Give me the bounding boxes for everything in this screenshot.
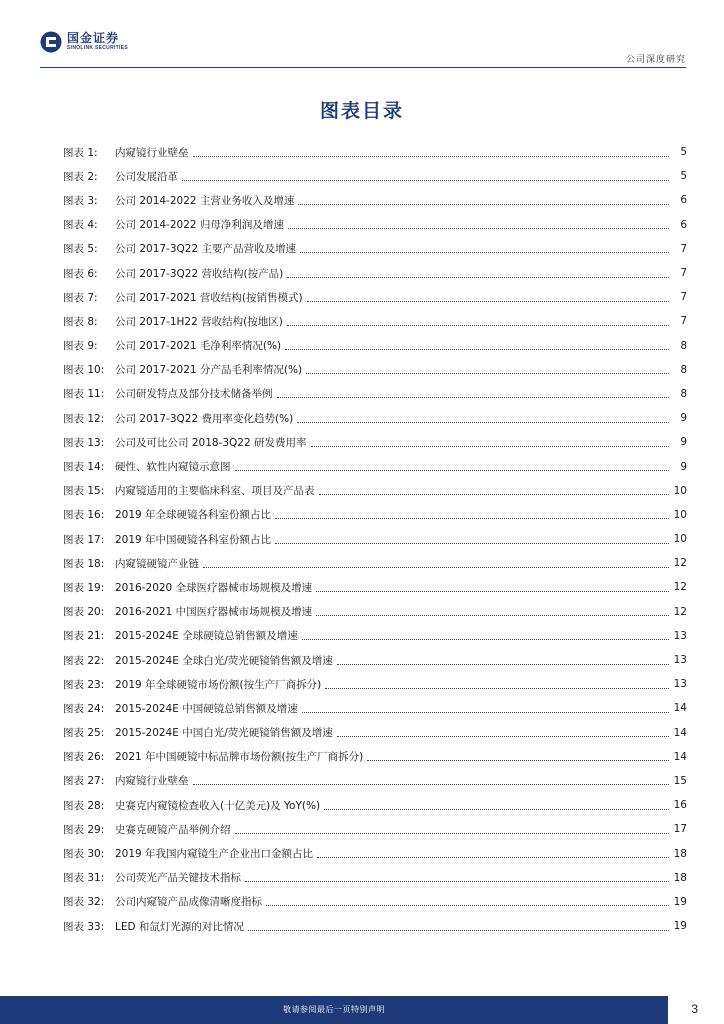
toc-figure-title: 2015-2024E 全球白光/荧光硬镜销售额及增速 xyxy=(115,654,333,667)
toc-entry[interactable] xyxy=(63,164,687,188)
toc-figure-title: 公司发展沿革 xyxy=(115,170,178,183)
toc-figure-title: 内窥镜硬镜产业链 xyxy=(115,557,199,570)
toc-entry[interactable] xyxy=(63,213,687,237)
toc-entry[interactable] xyxy=(63,334,687,358)
toc-figure-label: 图表 27: xyxy=(63,775,105,788)
toc-page-number: 5 xyxy=(680,146,687,159)
toc-figure-title: 2019 年全球硬镜市场份额(按生产厂商拆分) xyxy=(115,678,322,691)
toc-dot-leader xyxy=(193,774,670,785)
toc-figure-title: 公司内窥镜产品成像清晰度指标 xyxy=(115,896,262,909)
toc-entry[interactable] xyxy=(63,527,687,551)
report-type-label: 公司深度研究 xyxy=(625,55,686,65)
toc-entry[interactable] xyxy=(63,721,687,745)
toc-dot-leader xyxy=(193,146,670,157)
toc-figure-label: 图表 16: xyxy=(63,509,105,522)
toc-figure-label: 图表 30: xyxy=(63,848,105,861)
toc-figure-label: 图表 21: xyxy=(63,630,105,643)
toc-figure-title: 公司 2017-2021 营收结构(按销售模式) xyxy=(115,291,303,304)
header-divider xyxy=(40,67,686,68)
toc-entry[interactable] xyxy=(63,261,687,285)
toc-figure-label: 图表 13: xyxy=(63,436,105,449)
page-number: 3 xyxy=(691,1002,698,1016)
toc-figure-label: 图表 24: xyxy=(63,702,105,715)
toc-page-number: 12 xyxy=(673,557,687,570)
toc-dot-leader xyxy=(302,702,669,713)
toc-figure-label: 图表 11: xyxy=(63,388,105,401)
toc-dot-leader xyxy=(245,871,669,882)
toc-page-number: 7 xyxy=(680,315,687,328)
toc-figure-label: 图表 7: xyxy=(63,291,98,304)
toc-page-number: 9 xyxy=(680,412,687,425)
toc-page-number: 6 xyxy=(680,218,687,231)
toc-figure-title: 史赛克内窥镜检查收入(十亿美元)及 YoY(%) xyxy=(115,799,321,812)
toc-dot-leader xyxy=(266,895,669,906)
toc-page-number: 5 xyxy=(680,170,687,183)
toc-page-number: 7 xyxy=(680,267,687,280)
toc-entry[interactable] xyxy=(63,914,687,938)
toc-entry[interactable] xyxy=(63,551,687,575)
toc-dot-leader xyxy=(182,170,669,181)
toc-entry[interactable] xyxy=(63,696,687,720)
toc-page-number: 10 xyxy=(673,508,687,521)
toc-figure-label: 图表 12: xyxy=(63,412,105,425)
toc-entry[interactable] xyxy=(63,890,687,914)
toc-figure-title: 公司荧光产品关键技术指标 xyxy=(115,872,241,885)
toc-figure-label: 图表 1: xyxy=(63,146,98,159)
toc-figure-label: 图表 33: xyxy=(63,920,105,933)
toc-figure-label: 图表 22: xyxy=(63,654,105,667)
toc-figure-title: 2015-2024E 中国硬镜总销售额及增速 xyxy=(115,702,298,715)
page-title: 图表目录 xyxy=(319,100,404,122)
toc-figure-title: 公司 2017-3Q22 费用率变化趋势(%) xyxy=(115,412,294,425)
sinolink-logo-icon xyxy=(40,31,62,53)
toc-figure-label: 图表 29: xyxy=(63,823,105,836)
toc-page-number: 14 xyxy=(673,702,687,715)
toc-figure-label: 图表 2: xyxy=(63,170,98,183)
toc-figure-label: 图表 8: xyxy=(63,315,98,328)
toc-figure-title: 公司研发特点及部分技术储备举例 xyxy=(115,388,273,401)
toc-entry[interactable] xyxy=(63,237,687,261)
toc-dot-leader xyxy=(325,678,669,689)
toc-figure-title: 公司 2017-1H22 营收结构(按地区) xyxy=(115,315,283,328)
toc-figure-label: 图表 32: xyxy=(63,896,105,909)
toc-entry[interactable] xyxy=(63,406,687,430)
toc-entry[interactable] xyxy=(63,841,687,865)
toc-entry[interactable] xyxy=(63,866,687,890)
toc-dot-leader xyxy=(307,291,669,302)
toc-page-number: 18 xyxy=(673,871,687,884)
toc-entry[interactable] xyxy=(63,309,687,333)
toc-entry[interactable] xyxy=(63,769,687,793)
toc-figure-label: 图表 14: xyxy=(63,461,105,474)
toc-figure-title: 2019 年我国内窥镜生产企业出口金额占比 xyxy=(115,848,314,861)
toc-figure-title: 2015-2024E 中国白光/荧光硬镜销售额及增速 xyxy=(115,727,333,740)
toc-figure-title: 2016-2021 中国医疗器械市场规模及增速 xyxy=(115,606,313,619)
toc-figure-label: 图表 15: xyxy=(63,485,105,498)
toc-figure-title: 公司及可比公司 2018-3Q22 研发费用率 xyxy=(115,436,307,449)
toc-dot-leader xyxy=(248,920,669,931)
toc-dot-leader xyxy=(298,194,669,205)
toc-entry[interactable] xyxy=(63,600,687,624)
toc-page-number: 13 xyxy=(673,678,687,691)
toc-dot-leader xyxy=(300,242,669,253)
toc-figure-label: 图表 25: xyxy=(63,727,105,740)
toc-figure-title: 2021 年中国硬镜中标品牌市场份额(按生产厂商拆分) xyxy=(115,751,364,764)
toc-figure-label: 图表 20: xyxy=(63,606,105,619)
toc-figure-label: 图表 4: xyxy=(63,219,98,232)
toc-figure-label: 图表 28: xyxy=(63,799,105,812)
toc-figure-title: 内窥镜行业壁垒 xyxy=(115,146,189,159)
toc-entry[interactable] xyxy=(63,188,687,212)
toc-figure-title: 2019 年全球硬镜各科室份额占比 xyxy=(115,509,272,522)
toc-figure-label: 图表 19: xyxy=(63,581,105,594)
toc-figure-label: 图表 5: xyxy=(63,243,98,256)
toc-page-number: 14 xyxy=(673,726,687,739)
toc-figure-label: 图表 3: xyxy=(63,194,98,207)
toc-dot-leader xyxy=(287,267,669,278)
toc-page-number: 8 xyxy=(680,339,687,352)
toc-figure-title: 2016-2020 全球医疗器械市场规模及增速 xyxy=(115,581,313,594)
toc-dot-leader xyxy=(288,218,669,229)
toc-entry[interactable] xyxy=(63,793,687,817)
toc-dot-leader xyxy=(319,484,670,495)
toc-dot-leader xyxy=(324,799,669,810)
toc-dot-leader xyxy=(235,823,670,834)
toc-page-number: 8 xyxy=(680,363,687,376)
toc-figure-title: 公司 2014-2022 主营业务收入及增速 xyxy=(115,194,295,207)
table-of-figures xyxy=(63,140,687,938)
toc-page-number: 8 xyxy=(680,387,687,400)
page-footer xyxy=(0,996,724,1024)
toc-dot-leader xyxy=(337,654,669,665)
toc-entry[interactable] xyxy=(63,140,687,164)
toc-page-number: 19 xyxy=(673,895,687,908)
toc-page-number: 7 xyxy=(680,242,687,255)
toc-figure-label: 图表 26: xyxy=(63,751,105,764)
toc-page-number: 6 xyxy=(680,194,687,207)
toc-page-number: 13 xyxy=(673,629,687,642)
toc-page-number: 16 xyxy=(673,799,687,812)
toc-dot-leader xyxy=(302,629,669,640)
toc-entry[interactable] xyxy=(63,745,687,769)
toc-entry[interactable] xyxy=(63,503,687,527)
toc-page-number: 10 xyxy=(673,484,687,497)
toc-page-number: 12 xyxy=(673,581,687,594)
toc-page-number: 13 xyxy=(673,654,687,667)
toc-entry[interactable] xyxy=(63,575,687,599)
toc-figure-title: 史赛克硬镜产品举例介绍 xyxy=(115,823,231,836)
toc-dot-leader xyxy=(203,557,669,568)
toc-page-number: 12 xyxy=(673,605,687,618)
toc-dot-leader xyxy=(285,339,669,350)
toc-figure-title: 内窥镜适用的主要临床科室、项目及产品表 xyxy=(115,485,315,498)
toc-figure-label: 图表 31: xyxy=(63,872,105,885)
toc-dot-leader xyxy=(367,750,669,761)
toc-page-number: 10 xyxy=(673,533,687,546)
toc-figure-title: 内窥镜行业壁垒 xyxy=(115,775,189,788)
toc-dot-leader xyxy=(311,436,670,447)
toc-figure-title: 2019 年中国硬镜各科室份额占比 xyxy=(115,533,272,546)
toc-dot-leader xyxy=(275,533,669,544)
toc-dot-leader xyxy=(277,387,670,398)
toc-figure-title: 公司 2014-2022 归母净利润及增速 xyxy=(115,219,284,232)
toc-dot-leader xyxy=(316,605,669,616)
toc-figure-title: LED 和氙灯光源的对比情况 xyxy=(115,920,244,933)
toc-dot-leader xyxy=(316,581,669,592)
toc-dot-leader xyxy=(306,363,669,374)
toc-figure-title: 公司 2017-3Q22 主要产品营收及增速 xyxy=(115,243,296,256)
toc-figure-label: 图表 17: xyxy=(63,533,105,546)
toc-entry[interactable] xyxy=(63,285,687,309)
toc-entry[interactable] xyxy=(63,479,687,503)
toc-dot-leader xyxy=(275,508,669,519)
toc-page-number: 14 xyxy=(673,750,687,763)
toc-figure-label: 图表 18: xyxy=(63,557,105,570)
toc-page-number: 9 xyxy=(680,436,687,449)
toc-entry[interactable] xyxy=(63,672,687,696)
logo-chinese-name: 国金证券 xyxy=(67,31,120,45)
toc-page-number: 15 xyxy=(673,774,687,787)
footer-bar xyxy=(0,996,668,1024)
toc-entry[interactable] xyxy=(63,454,687,478)
toc-page-number: 19 xyxy=(673,920,687,933)
toc-figure-title: 2015-2024E 全球硬镜总销售额及增速 xyxy=(115,630,298,643)
toc-dot-leader xyxy=(297,412,669,423)
logo-english-name: SINOLINK SECURITIES xyxy=(67,45,128,51)
toc-dot-leader xyxy=(317,847,669,858)
toc-figure-title: 公司 2017-2021 分产品毛利率情况(%) xyxy=(115,364,303,377)
footer-disclaimer: 敬请参阅最后一页特别声明 xyxy=(283,1005,385,1014)
toc-figure-title: 公司 2017-3Q22 营收结构(按产品) xyxy=(115,267,284,280)
toc-dot-leader xyxy=(235,460,670,471)
toc-page-number: 17 xyxy=(673,823,687,836)
toc-page-number: 18 xyxy=(673,847,687,860)
toc-dot-leader xyxy=(337,726,669,737)
toc-figure-label: 图表 6: xyxy=(63,267,98,280)
toc-page-number: 7 xyxy=(680,291,687,304)
toc-entry[interactable] xyxy=(63,430,687,454)
toc-entry[interactable] xyxy=(63,624,687,648)
toc-figure-label: 图表 23: xyxy=(63,678,105,691)
toc-figure-title: 硬性、软性内窥镜示意图 xyxy=(115,461,231,474)
page-header xyxy=(0,0,724,70)
toc-figure-title: 公司 2017-2021 毛净利率情况(%) xyxy=(115,340,282,353)
toc-entry[interactable] xyxy=(63,648,687,672)
toc-dot-leader xyxy=(287,315,669,326)
toc-entry[interactable] xyxy=(63,382,687,406)
toc-figure-label: 图表 10: xyxy=(63,364,105,377)
toc-page-number: 9 xyxy=(680,460,687,473)
toc-figure-label: 图表 9: xyxy=(63,340,98,353)
company-logo xyxy=(40,30,128,54)
toc-entry[interactable] xyxy=(63,817,687,841)
toc-entry[interactable] xyxy=(63,358,687,382)
